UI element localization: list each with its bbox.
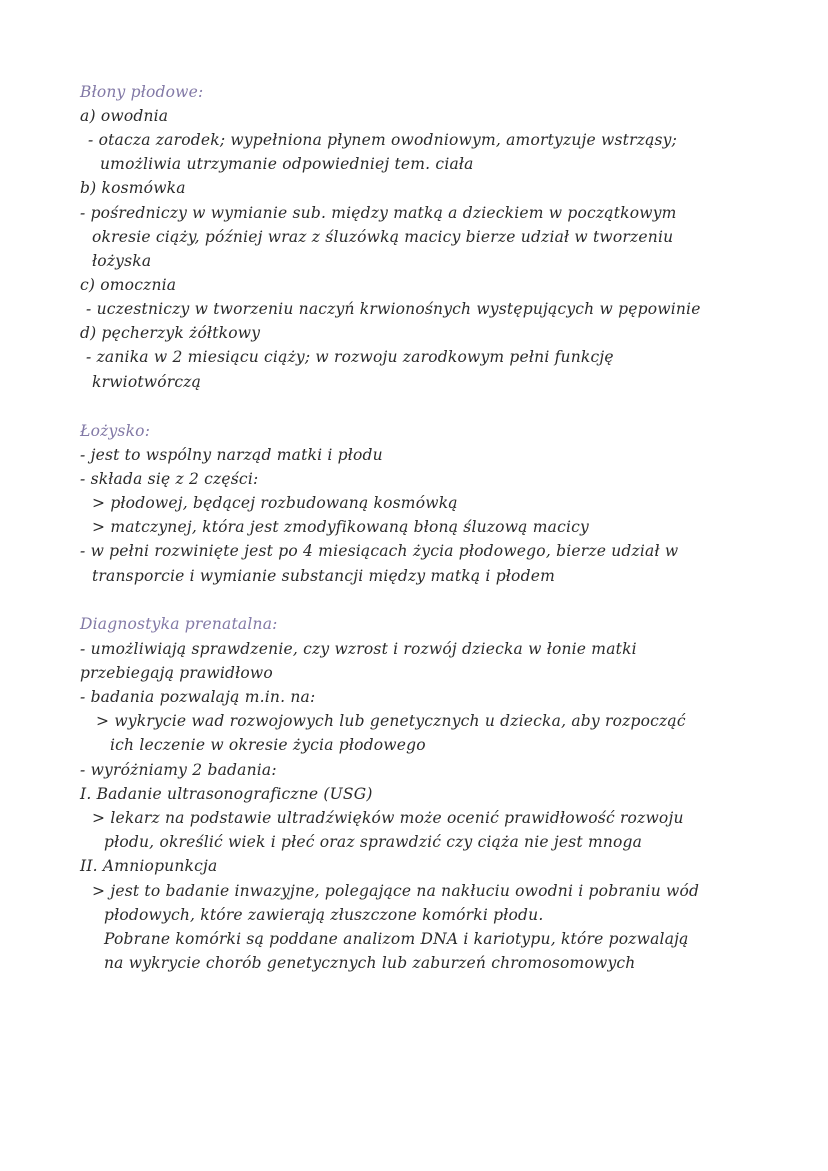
note-line: c) omocznia <box>80 276 177 294</box>
note-line: II. Amniopunkcja <box>80 857 218 875</box>
note-line: b) kosmówka <box>80 179 186 197</box>
note-line: d) pęcherzyk żółtkowy <box>80 324 261 342</box>
section-heading-blony: Błony płodowe: <box>80 83 204 101</box>
note-line: na wykrycie chorób genetycznych lub zaburzeń chromosomowych <box>104 954 636 972</box>
note-line: krwiotwórczą <box>92 373 202 391</box>
note-line: płodowych, które zawierają złuszczone komórki płodu. <box>104 906 544 924</box>
note-line: - zanika w 2 miesiącu ciąży; w rozwoju zarodkowym pełni funkcję <box>86 348 614 366</box>
note-line: > wykrycie wad rozwojowych lub genetycznych u dziecka, aby rozpocząć <box>96 712 686 730</box>
note-line: - pośredniczy w wymianie sub. między matką a dzieckiem w początkowym <box>80 204 677 222</box>
note-line: - umożliwiają sprawdzenie, czy wzrost i rozwój dziecka w łonie matki <box>80 640 637 658</box>
note-line: Pobrane komórki są poddane analizom DNA i kariotypu, które pozwalają <box>104 930 689 948</box>
note-line: > matczynej, która jest zmodyfikowaną błoną śluzową macicy <box>92 518 589 536</box>
note-line: - otacza zarodek; wypełniona płynem owodniowym, amortyzuje wstrząsy; <box>88 131 678 149</box>
note-line: - składa się z 2 części: <box>80 470 259 488</box>
note-line: umożliwia utrzymanie odpowiedniej tem. ciała <box>100 155 474 173</box>
note-line: - jest to wspólny narząd matki i płodu <box>80 446 383 464</box>
note-line: > lekarz na podstawie ultradźwięków może ocenić prawidłowość rozwoju <box>92 809 684 827</box>
note-line: łożyska <box>92 252 152 270</box>
note-line: płodu, określić wiek i płeć oraz sprawdzić czy ciąża nie jest mnoga <box>104 833 643 851</box>
note-line: - uczestniczy w tworzeniu naczyń krwionośnych występujących w pępowinie <box>86 300 701 318</box>
note-line: - badania pozwalają m.in. na: <box>80 688 316 706</box>
note-line: I. Badanie ultrasonograficzne (USG) <box>80 785 373 803</box>
note-line: - w pełni rozwinięte jest po 4 miesiącach życia płodowego, bierze udział w <box>80 542 679 560</box>
section-heading-lozysko: Łożysko: <box>80 422 151 440</box>
note-line: > płodowej, będącej rozbudowaną kosmówką <box>92 494 458 512</box>
note-line: przebiegają prawidłowo <box>80 664 273 682</box>
note-line: okresie ciąży, później wraz z śluzówką macicy bierze udział w tworzeniu <box>92 228 674 246</box>
note-line: > jest to badanie inwazyjne, polegające na nakłuciu owodni i pobraniu wód <box>92 882 700 900</box>
note-line: ich leczenie w okresie życia płodowego <box>110 736 426 754</box>
section-heading-diagnostyka: Diagnostyka prenatalna: <box>80 615 278 633</box>
note-line: transporcie i wymianie substancji między matką i płodem <box>92 567 555 585</box>
note-line: - wyróżniamy 2 badania: <box>80 761 277 779</box>
note-line: a) owodnia <box>80 107 169 125</box>
